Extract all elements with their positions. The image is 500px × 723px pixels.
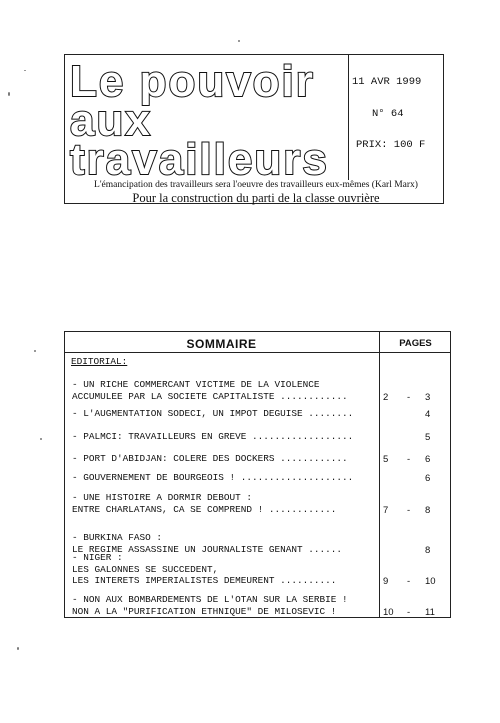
page-to: 11 <box>425 606 435 618</box>
toc-entry <box>72 594 378 617</box>
toc-entry-line: - PORT D'ABIDJAN: COLERE DES DOCKERS ............ <box>72 453 348 464</box>
toc-title: SOMMAIRE <box>186 337 257 351</box>
toc-column-divider <box>379 331 380 618</box>
page-to: 8 <box>425 544 431 556</box>
issue-number: N° 64 <box>372 108 404 120</box>
toc-entry-line: - BURKINA FASO : <box>72 532 163 543</box>
toc-entry-line: ACCUMULEE PAR LA SOCIETE CAPITALISTE ............ <box>72 390 348 402</box>
toc-entry-line: ENTRE CHARLATANS, CA SE COMPREND ! ............ <box>72 503 337 515</box>
masthead-title-line2: aux <box>70 96 152 145</box>
page-to: 3 <box>425 391 431 403</box>
page-from: 2 <box>383 391 389 403</box>
scan-speck <box>40 438 42 440</box>
toc-entry <box>72 492 378 515</box>
page-to: 6 <box>425 454 431 465</box>
toc-entry-line: LES GALONNES SE SUCCEDENT, <box>72 563 219 575</box>
masthead-title-line3: travailleurs <box>70 135 329 184</box>
toc-entry-line: - NON AUX BOMBARDEMENTS DE L'OTAN SUR LA SERBIE ! <box>72 594 348 605</box>
toc-entry-line: LE REGIME ASSASSINE UN JOURNALISTE GENANT ...... <box>72 543 343 555</box>
page-to: 10 <box>425 576 436 587</box>
toc-entry-line: - NIGER : <box>72 552 123 563</box>
scan-speck <box>8 92 10 96</box>
page-from: 9 <box>383 576 389 587</box>
toc-entry <box>72 552 378 587</box>
toc-entry-line: - L'AUGMENTATION SODECI, UN IMPOT DEGUISE ........ <box>72 408 354 419</box>
page-to: 4 <box>425 409 431 420</box>
masthead-title-line1: Le pouvoir <box>70 57 315 106</box>
toc-entry <box>72 408 378 420</box>
page-from: 10 <box>383 606 394 618</box>
toc-entry-line: - GOUVERNEMENT DE BOURGEOIS ! .................... <box>72 472 354 483</box>
section-label-editorial: EDITORIAL: <box>71 356 128 367</box>
scan-speck <box>238 40 240 42</box>
toc-entry-line: - UNE HISTOIRE A DORMIR DEBOUT : <box>72 492 253 503</box>
toc-entry-line: NON A LA "PURIFICATION ETHNIQUE" DE MILOSEVIC ! <box>72 605 337 617</box>
page-dash: - <box>407 606 411 618</box>
toc-entry <box>72 379 378 402</box>
toc-pages-header: PAGES <box>399 338 432 349</box>
page-dash: - <box>407 454 411 465</box>
page-dash: - <box>407 504 411 516</box>
masthead-divider <box>348 54 349 180</box>
scan-speck <box>17 647 19 650</box>
issue-date: 11 AVR 1999 <box>352 76 422 88</box>
page-from: 7 <box>383 504 389 516</box>
scan-speck <box>34 350 36 352</box>
page-from: 5 <box>383 454 389 465</box>
toc-entry <box>72 431 378 443</box>
page-to: 8 <box>425 504 431 516</box>
toc-entry <box>72 472 378 484</box>
toc-entry-line: - UN RICHE COMMERCANT VICTIME DE LA VIOLENCE <box>72 379 320 390</box>
page-dash: - <box>407 576 411 587</box>
toc-entry-line: - PALMCI: TRAVAILLEURS EN GREVE .................. <box>72 431 354 442</box>
page-to: 6 <box>425 473 431 484</box>
toc-header-divider <box>64 352 451 353</box>
toc-entry-line: LES INTERETS IMPERIALISTES DEMEURENT .......... <box>72 575 337 586</box>
subtitle: Pour la construction du parti de la classe ouvrière <box>132 191 380 205</box>
toc-entry <box>72 453 378 465</box>
page-to: 5 <box>425 432 431 443</box>
page-dash: - <box>407 391 411 403</box>
tagline: L'émancipation des travailleurs sera l'oeuvre des travailleurs eux-mêmes (Karl Marx) <box>94 180 418 190</box>
scan-speck <box>24 70 26 71</box>
issue-price: PRIX: 100 F <box>356 139 426 151</box>
